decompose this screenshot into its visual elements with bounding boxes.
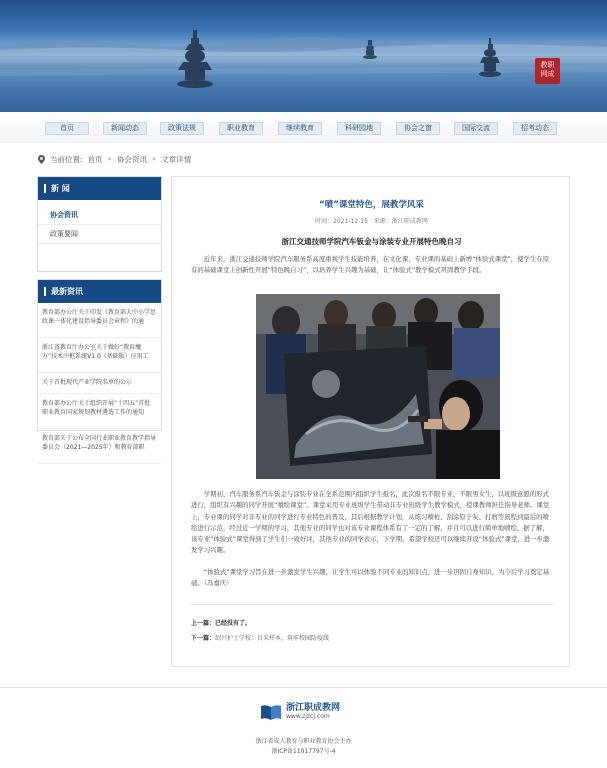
sidebar-item-association-news[interactable]: 协会资讯	[38, 206, 161, 225]
spray-painting-photo	[256, 294, 500, 479]
breadcrumb-category[interactable]: 协会资讯	[116, 154, 147, 164]
breadcrumb-prefix: 当前位置:	[50, 154, 83, 164]
footer-icp[interactable]: 浙ICP备11017797号-4	[271, 748, 336, 755]
nav-admissions[interactable]: 招考动态	[513, 122, 557, 135]
next-value[interactable]: 绍兴护士学校：目采样本，筑牢校园防疫线	[215, 635, 330, 642]
sidebar-latest-title: 最新资讯	[38, 280, 161, 303]
article-photo	[256, 294, 500, 479]
divider	[191, 604, 553, 605]
article-paragraph: 学期初，汽车服务系汽车钣金与涂装专业在全系范围内组织学生报名，此次报名不限专业，不限男女生，以班级意愿的形式进行，组织有兴趣的同学开展“喷绘课堂”。课堂采用专业班级学生带动非专业班级学生教学模式，授课教师担任指导老师。课堂上，专业课的同学对非专业的同学进行专业特色的普及，其后根据教学计划，从练习喷枪、刮涂原子灰、打磨等流程到最后的喷绘进行示范，经过近一学期的学习，其他专业的同学也对该专业课程体系有了一定的了解，并且可以进行简单地喷绘。据了解，该专业“体验式”课堂得到了学生们一致好评，其他专业的同学表示，下学期，希望学校还可以继续开设“体验式”课堂，进一步激发学习兴趣。	[191, 490, 550, 555]
nav-association[interactable]: 协会之窗	[396, 122, 440, 135]
sidebar-news-box	[37, 176, 162, 272]
header-banner	[0, 0, 607, 112]
chevron-right-icon: »	[151, 155, 157, 163]
latest-news-item[interactable]: 浙江省教育厅办公室关于做好“教育魔方”技术中枢系统V1.0（基础版）应用工	[38, 338, 161, 373]
nav-continuing[interactable]: 继续教育	[278, 122, 322, 135]
footer-logo	[260, 702, 340, 722]
logo-seal: 教职 网成	[535, 58, 560, 84]
article-paragraph: 近年来，浙江交通技师学院汽车服务系高度重视学生技能培养，在文化课、专业课的基础上新增“体验式课堂”，使学生在原有的基础课堂上创新性开展“特色晚自习”，以培养学生兴趣为基础，让“体验式”教学模式巩固教学手段。	[191, 255, 550, 275]
next-label: 下一篇：	[191, 635, 216, 642]
sidebar-latest-box	[37, 279, 162, 451]
sidebar-item-policy-news[interactable]: 政策要闻	[38, 225, 161, 244]
book-logo-icon	[260, 702, 282, 722]
article-meta: 时间：2021-12-15 来源：浙江职成教网	[315, 218, 428, 225]
article-subtitle: 浙江交通技师学院汽车钣金与涂装专业开展特色晚自习	[281, 237, 462, 246]
article-paragraph: “体验式”课堂学习旨在进一步激发学生兴趣，让学生可以体验不同专业的知识点，进一步巩固自身知识，为今后学习奠定基础。（冯嘉庆）	[191, 568, 550, 588]
footer-organizer: 浙江省成人教育与职业教育协会主办	[255, 738, 352, 745]
nav-home[interactable]: 首页	[45, 122, 89, 135]
nav-international[interactable]: 国际交流	[454, 122, 498, 135]
breadcrumb-home[interactable]: 首页	[87, 154, 103, 164]
lake-pagoda-scene	[0, 0, 607, 112]
next-article[interactable]	[191, 633, 329, 642]
nav-vocational[interactable]: 职业教育	[219, 122, 263, 135]
footer	[0, 687, 607, 768]
latest-news-item[interactable]: 关于首批现代产业学院名单的公示	[38, 373, 161, 394]
footer-logo-url: www.zjzcj.com	[286, 713, 330, 720]
breadcrumb-current: 文章详情	[161, 154, 192, 164]
latest-news-item[interactable]: 教育部办公厅关于印发《教育部大中小学思政课一体化建设指导委员会章程》的通	[38, 303, 161, 338]
nav-policy[interactable]: 政策法规	[160, 122, 204, 135]
prev-value: 已经没有了。	[215, 620, 252, 627]
breadcrumb	[38, 153, 191, 165]
article-panel	[171, 176, 570, 667]
sidebar-news-title: 新 闻	[38, 177, 161, 200]
prev-article[interactable]	[191, 618, 251, 627]
main-nav	[0, 112, 607, 143]
prev-label: 上一篇：	[191, 620, 216, 627]
chevron-right-icon: »	[107, 155, 112, 163]
location-pin-icon	[38, 155, 45, 164]
article-title: “喷”课堂特色，展教学风采	[319, 200, 424, 210]
footer-logo-text: 浙江职成教网	[286, 703, 341, 713]
latest-news-item[interactable]: 教育部办公厅关于组织开展“十四五”首批职业教育国家规划教材遴选工作的通知	[38, 394, 161, 429]
nav-news[interactable]: 新闻动态	[103, 122, 147, 135]
latest-news-item[interactable]: 教育部关于公布全国行业职业教育教学指导委员会（2021—2025年）和教育部职	[38, 429, 161, 464]
nav-research[interactable]: 科研园地	[337, 122, 381, 135]
